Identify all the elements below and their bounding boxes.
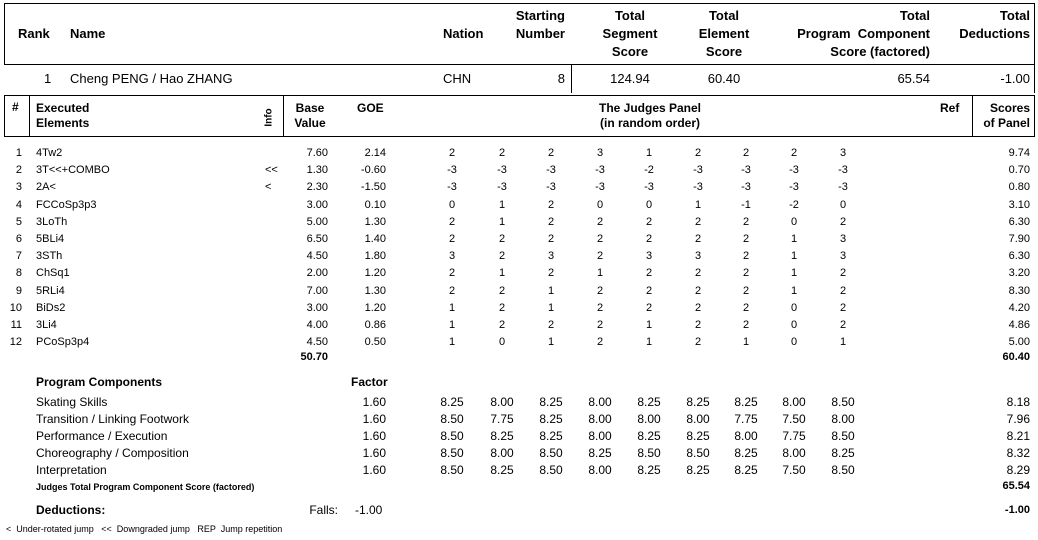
element-goe: 2.14	[364, 147, 386, 159]
header-tss	[582, 7, 678, 61]
judge-score: 2	[742, 301, 750, 314]
judge-score: 2	[694, 301, 702, 314]
judge-score: 1	[498, 198, 506, 211]
summary-divider-1	[571, 65, 572, 93]
element-name: BiDs2	[36, 301, 66, 314]
component-judge-score: 8.50	[831, 463, 855, 477]
component-factor: 1.60	[362, 412, 386, 426]
element-panel-score: 7.90	[1008, 233, 1030, 245]
judge-score: -3	[497, 164, 507, 177]
judge-score: 2	[448, 147, 456, 159]
header-rank: Rank	[18, 26, 50, 41]
component-judge-score: 8.25	[539, 429, 563, 443]
judge-score: 0	[645, 198, 653, 211]
element-base-value: 4.00	[306, 319, 328, 331]
header-tss-2: Segment	[602, 26, 658, 41]
judge-score: 2	[498, 284, 506, 297]
component-name: Transition / Linking Footwork	[36, 412, 189, 426]
judge-score: 2	[742, 233, 750, 245]
component-judge-score: 7.75	[734, 412, 758, 426]
element-goe: -1.50	[360, 181, 386, 194]
el-header-info: Info	[263, 108, 275, 127]
header-pcs-1: Total	[899, 8, 930, 23]
judge-score: -3	[693, 164, 703, 177]
header-ded-1: Total	[999, 8, 1030, 23]
judge-score: 0	[790, 336, 798, 349]
judge-score: 2	[498, 319, 506, 331]
component-judge-score: 8.00	[782, 446, 806, 460]
element-panel-score: 0.70	[1008, 164, 1030, 177]
judge-score: 2	[742, 147, 750, 159]
falls-value: -1.00	[355, 503, 383, 517]
components-title: Program Components	[36, 375, 163, 389]
judge-score: 1	[790, 233, 798, 245]
component-judge-score: 8.25	[734, 395, 758, 409]
judge-score: 2	[839, 319, 847, 331]
component-name: Interpretation	[36, 463, 107, 477]
judge-score: 2	[596, 301, 604, 314]
judge-score: 1	[645, 319, 653, 331]
el-header-scores-1: Scores	[989, 101, 1030, 115]
judge-score: 1	[448, 301, 456, 314]
judge-score: 2	[547, 215, 555, 228]
skater-tss: 124.94	[610, 71, 650, 86]
header-deductions	[940, 7, 1030, 43]
component-factor: 1.60	[362, 429, 386, 443]
el-divider-num	[29, 95, 30, 137]
el-divider-info	[283, 95, 284, 137]
judge-score: 2	[694, 267, 702, 280]
component-name: Performance / Execution	[36, 429, 168, 443]
element-base-value: 7.00	[306, 284, 328, 297]
element-name: 3STh	[36, 250, 63, 263]
element-panel-score: 6.30	[1008, 215, 1030, 228]
judge-score: 1	[645, 336, 653, 349]
component-judge-score: 8.50	[539, 463, 563, 477]
el-header-panel-1: The Judges Panel	[598, 101, 702, 115]
element-base-value: 7.60	[306, 147, 328, 159]
judge-score: 3	[448, 250, 456, 263]
judge-score: 2	[839, 267, 847, 280]
component-judge-score: 8.50	[539, 446, 563, 460]
component-name: Choreography / Composition	[36, 446, 189, 460]
header-pcs	[770, 7, 930, 61]
el-header-exec-1: Executed	[36, 101, 90, 115]
skater-name: Cheng PENG / Hao ZHANG	[70, 71, 233, 86]
header-nation: Nation	[443, 26, 484, 41]
judge-score: 1	[694, 198, 702, 211]
element-base-value: 2.00	[306, 267, 328, 280]
element-name: 5RLi4	[36, 284, 65, 297]
el-header-base-2: Value	[294, 116, 326, 130]
header-tes-2: Element	[698, 26, 750, 41]
judge-score: 3	[839, 147, 847, 159]
element-goe: 1.30	[364, 215, 386, 228]
judge-score: 1	[742, 336, 750, 349]
element-base-value: 3.00	[306, 301, 328, 314]
element-goe: 1.30	[364, 284, 386, 297]
falls-label: Falls:	[309, 503, 338, 517]
judge-score: -3	[789, 164, 799, 177]
judge-score: 3	[694, 250, 702, 263]
judge-score: -3	[447, 164, 457, 177]
component-judge-score: 8.50	[440, 446, 464, 460]
el-header-exec	[36, 101, 89, 131]
element-goe: 0.10	[364, 198, 386, 211]
el-header-exec-2: Elements	[36, 116, 90, 130]
component-judge-score: 8.25	[831, 446, 855, 460]
judge-score: 2	[498, 301, 506, 314]
component-judge-score: 8.00	[588, 395, 612, 409]
judge-score: -3	[838, 181, 848, 194]
component-judge-score: 8.25	[734, 446, 758, 460]
judge-score: 2	[694, 284, 702, 297]
component-judge-score: 8.50	[831, 429, 855, 443]
judge-score: 1	[839, 336, 847, 349]
skater-tes: 60.40	[707, 71, 741, 86]
component-judge-score: 8.25	[637, 395, 661, 409]
component-judge-score: 8.00	[734, 429, 758, 443]
judge-score: 2	[448, 284, 456, 297]
element-base-value: 5.00	[306, 215, 328, 228]
element-number: 5	[15, 215, 22, 228]
judge-score: 2	[839, 301, 847, 314]
judge-score: 2	[694, 233, 702, 245]
component-judge-score: 8.25	[686, 395, 710, 409]
judge-score: 2	[645, 301, 653, 314]
component-judge-score: 8.25	[734, 463, 758, 477]
component-panel-score: 7.96	[1006, 412, 1030, 426]
judge-score: 0	[498, 336, 506, 349]
component-judge-score: 8.50	[440, 412, 464, 426]
header-tes-3: Score	[705, 44, 743, 59]
component-judge-score: 8.25	[588, 446, 612, 460]
judge-score: 0	[448, 198, 456, 211]
element-panel-score: 6.30	[1008, 250, 1030, 263]
element-number: 6	[15, 233, 22, 245]
judge-score: 2	[547, 147, 555, 159]
deductions-total: -1.00	[1004, 504, 1030, 516]
judge-score: 3	[547, 250, 555, 263]
judge-score: -3	[838, 164, 848, 177]
judge-score: 2	[596, 284, 604, 297]
skater-start: 8	[557, 71, 565, 86]
component-judge-score: 8.50	[637, 446, 661, 460]
component-judge-score: 8.00	[588, 429, 612, 443]
judge-score: 1	[645, 147, 653, 159]
judge-score: 2	[448, 267, 456, 280]
header-starting-2: Number	[515, 26, 565, 41]
judge-score: -3	[546, 181, 556, 194]
element-panel-score: 3.10	[1008, 198, 1030, 211]
judge-score: -2	[789, 198, 799, 211]
element-base-value: 4.50	[306, 250, 328, 263]
component-factor: 1.60	[362, 446, 386, 460]
judge-score: 2	[498, 233, 506, 245]
element-panel-score: 9.74	[1008, 147, 1030, 159]
component-judge-score: 8.50	[440, 463, 464, 477]
header-tes	[676, 7, 772, 61]
component-judge-score: 8.25	[539, 395, 563, 409]
judge-score: 2	[498, 250, 506, 263]
el-header-panel-2: (in random order)	[599, 116, 700, 130]
judge-score: 1	[790, 284, 798, 297]
judge-score: 3	[839, 250, 847, 263]
el-divider-scores	[972, 95, 973, 137]
judge-score: 1	[498, 215, 506, 228]
el-header-goe: GOE	[357, 101, 384, 115]
judge-score: 2	[694, 215, 702, 228]
judge-score: 0	[790, 319, 798, 331]
element-name: PCoSp3p4	[36, 336, 90, 349]
element-name: 4Tw2	[36, 147, 63, 159]
judge-score: 2	[547, 319, 555, 331]
component-judge-score: 8.25	[637, 429, 661, 443]
element-name: 3T<<+COMBO	[36, 164, 110, 177]
element-name: 5BLi4	[36, 233, 65, 245]
component-judge-score: 8.25	[686, 463, 710, 477]
element-goe: 0.86	[364, 319, 386, 331]
judge-score: -3	[741, 181, 751, 194]
judge-score: 1	[790, 267, 798, 280]
component-judge-score: 8.25	[440, 395, 464, 409]
judge-score: 1	[547, 284, 555, 297]
judge-score: 0	[596, 198, 604, 211]
judge-score: 2	[547, 233, 555, 245]
summary-divider-2	[1034, 65, 1035, 93]
component-panel-score: 8.32	[1006, 446, 1030, 460]
element-goe: 1.20	[364, 267, 386, 280]
component-judge-score: 8.00	[686, 412, 710, 426]
judge-score: -2	[644, 164, 654, 177]
judge-score: 2	[742, 284, 750, 297]
el-header-scores-2: of Panel	[983, 116, 1030, 130]
judge-score: -3	[497, 181, 507, 194]
element-panel-score: 5.00	[1008, 336, 1030, 349]
header-starting-1: Starting	[515, 8, 565, 23]
judge-score: -3	[644, 181, 654, 194]
el-header-base-1: Base	[295, 101, 325, 115]
judge-score: -3	[595, 164, 605, 177]
element-number: 11	[10, 319, 22, 331]
judge-score: 2	[694, 147, 702, 159]
judge-score: 1	[790, 250, 798, 263]
component-name: Skating Skills	[36, 395, 108, 409]
judge-score: 2	[645, 284, 653, 297]
judge-score: 2	[742, 267, 750, 280]
deductions-label: Deductions:	[36, 503, 106, 517]
component-factor: 1.60	[362, 395, 386, 409]
el-header-ref: Ref	[940, 101, 960, 115]
judge-score: 1	[596, 267, 604, 280]
judge-score: 2	[596, 336, 604, 349]
judge-score: 2	[547, 267, 555, 280]
judge-score: 2	[448, 233, 456, 245]
el-header-scores	[975, 101, 1030, 131]
element-number: 4	[15, 198, 22, 211]
component-judge-score: 8.50	[831, 395, 855, 409]
judge-score: 2	[694, 336, 702, 349]
element-number: 9	[15, 284, 22, 297]
element-info: <<	[265, 164, 278, 177]
judge-score: 2	[742, 319, 750, 331]
header-starting-number	[505, 7, 565, 43]
element-goe: 0.50	[364, 336, 386, 349]
element-base-value: 2.30	[306, 181, 328, 194]
pcs-total-label: Judges Total Program Component Score (factored)	[36, 482, 255, 492]
element-panel-score: 4.86	[1008, 319, 1030, 331]
component-judge-score: 8.50	[686, 446, 710, 460]
component-panel-score: 8.18	[1006, 395, 1030, 409]
judge-score: -1	[741, 198, 751, 211]
element-goe: 1.80	[364, 250, 386, 263]
judge-score: 2	[596, 233, 604, 245]
element-base-value: 3.00	[306, 198, 328, 211]
judge-score: 2	[839, 215, 847, 228]
judge-score: 2	[839, 284, 847, 297]
component-panel-score: 8.29	[1006, 463, 1030, 477]
header-ded-2: Deductions	[959, 26, 1030, 41]
component-judge-score: 7.75	[490, 412, 514, 426]
judge-score: 2	[448, 215, 456, 228]
element-goe: 1.20	[364, 301, 386, 314]
judge-score: 1	[547, 336, 555, 349]
element-number: 10	[9, 301, 22, 314]
component-judge-score: 8.25	[539, 412, 563, 426]
judge-score: 1	[498, 267, 506, 280]
component-judge-score: 8.25	[637, 463, 661, 477]
element-base-value: 6.50	[306, 233, 328, 245]
component-judge-score: 7.50	[782, 463, 806, 477]
element-number: 12	[9, 336, 22, 349]
judge-score: -3	[546, 164, 556, 177]
component-judge-score: 7.75	[782, 429, 806, 443]
element-name: 3Li4	[36, 319, 57, 331]
component-factor: 1.60	[362, 463, 386, 477]
judge-score: 3	[645, 250, 653, 263]
elements-header-box	[4, 95, 1035, 137]
element-name: 3LoTh	[36, 215, 68, 228]
judge-score: 1	[448, 336, 456, 349]
header-tss-1: Total	[614, 8, 646, 23]
element-base-value: 1.30	[306, 164, 328, 177]
el-header-base	[285, 101, 335, 131]
element-panel-score: 4.20	[1008, 301, 1030, 314]
skater-nation: CHN	[443, 71, 472, 86]
elements-total-score: 60.40	[1002, 351, 1030, 363]
judge-score: -3	[741, 164, 751, 177]
judge-score: 0	[790, 301, 798, 314]
elements-total-base: 50.70	[300, 351, 328, 363]
header-name: Name	[70, 26, 106, 41]
element-goe: 1.40	[364, 233, 386, 245]
el-header-panel	[560, 101, 740, 131]
header-tes-1: Total	[708, 8, 740, 23]
element-name: FCCoSp3p3	[36, 198, 97, 211]
judge-score: 2	[596, 250, 604, 263]
legend: < Under-rotated jump << Downgraded jump REP Jump repetition	[6, 524, 283, 534]
judge-score: 2	[547, 198, 555, 211]
judge-score: 1	[448, 319, 456, 331]
component-judge-score: 8.00	[588, 412, 612, 426]
judge-score: -3	[693, 181, 703, 194]
component-judge-score: 8.50	[440, 429, 464, 443]
header-tss-3: Score	[611, 44, 649, 59]
element-number: 3	[15, 181, 22, 194]
judge-score: 2	[742, 250, 750, 263]
component-judge-score: 7.50	[782, 412, 806, 426]
component-judge-score: 8.00	[588, 463, 612, 477]
element-base-value: 4.50	[306, 336, 328, 349]
element-number: 2	[15, 164, 22, 177]
judge-score: 3	[839, 233, 847, 245]
component-panel-score: 8.21	[1006, 429, 1030, 443]
judge-score: 2	[645, 215, 653, 228]
component-judge-score: 8.00	[490, 395, 514, 409]
element-name: 2A<	[36, 181, 56, 194]
header-pcs-2: Program Component	[797, 26, 930, 41]
judge-score: 2	[790, 147, 798, 159]
el-header-num: #	[12, 100, 19, 114]
judge-score: -3	[595, 181, 605, 194]
element-panel-score: 0.80	[1008, 181, 1030, 194]
judge-score: 2	[694, 319, 702, 331]
judge-score: 3	[596, 147, 604, 159]
judge-score: 2	[596, 215, 604, 228]
judge-score: 0	[839, 198, 847, 211]
judge-score: 2	[742, 215, 750, 228]
component-judge-score: 8.00	[490, 446, 514, 460]
element-name: ChSq1	[36, 267, 70, 280]
judge-score: 2	[645, 233, 653, 245]
element-number: 8	[15, 267, 22, 280]
element-panel-score: 8.30	[1008, 284, 1030, 297]
element-number: 7	[15, 250, 22, 263]
component-judge-score: 8.25	[686, 429, 710, 443]
skater-rank: 1	[44, 71, 52, 86]
judge-score: 2	[645, 267, 653, 280]
component-judge-score: 8.25	[490, 429, 514, 443]
component-judge-score: 8.00	[831, 412, 855, 426]
element-info: <	[265, 181, 272, 194]
component-judge-score: 8.00	[637, 412, 661, 426]
component-judge-score: 8.25	[490, 463, 514, 477]
element-goe: -0.60	[360, 164, 386, 177]
element-panel-score: 3.20	[1008, 267, 1030, 280]
judge-score: 1	[547, 301, 555, 314]
judge-score: -3	[789, 181, 799, 194]
judge-score: 0	[790, 215, 798, 228]
header-pcs-3: Score (factored)	[830, 44, 930, 59]
judge-score: 2	[498, 147, 506, 159]
components-factor-header: Factor	[351, 375, 388, 389]
judge-score: 2	[596, 319, 604, 331]
skater-pcs: 65.54	[897, 71, 930, 86]
element-number: 1	[15, 147, 22, 159]
pcs-total-score: 65.54	[1002, 480, 1030, 492]
skater-ded: -1.00	[1000, 71, 1030, 86]
judge-score: -3	[447, 181, 457, 194]
component-judge-score: 8.00	[782, 395, 806, 409]
